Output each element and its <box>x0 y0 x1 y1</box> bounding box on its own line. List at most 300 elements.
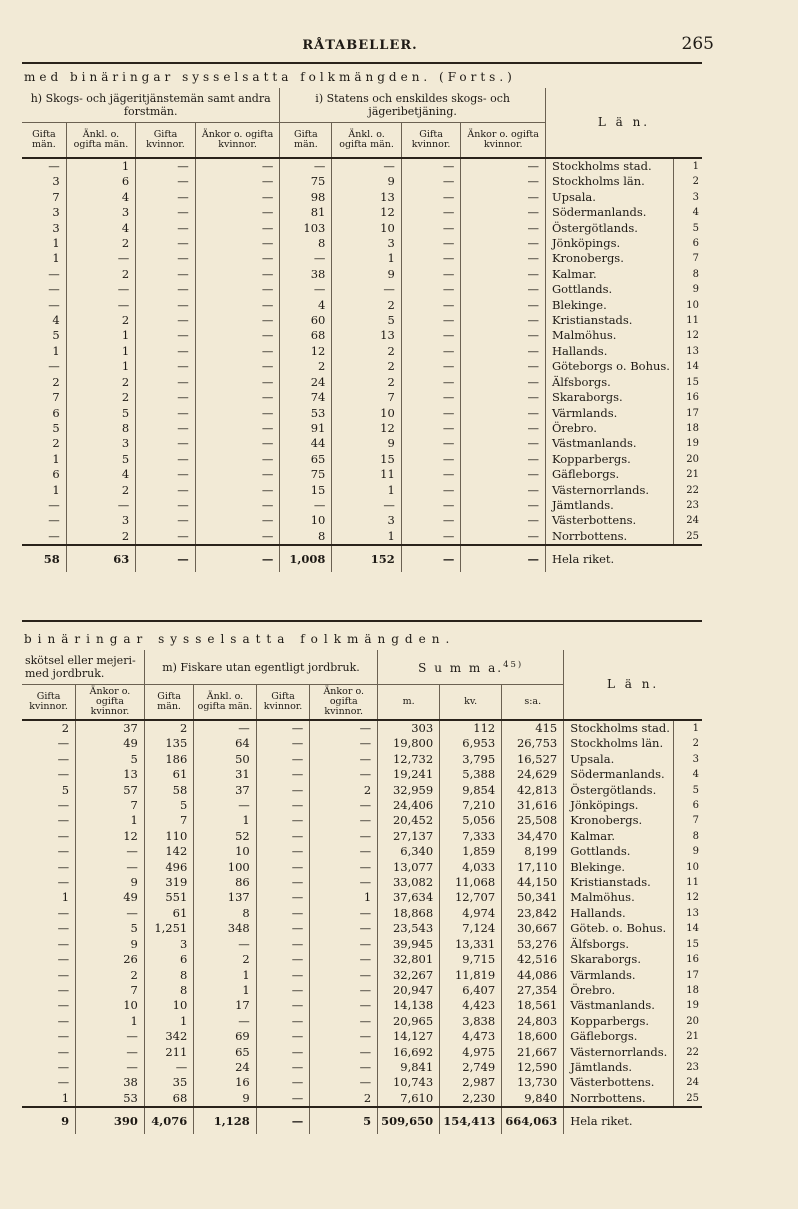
table-cell: 1 <box>61 1090 70 1105</box>
row-number: 1 <box>674 158 703 174</box>
column-header: s:a. <box>502 685 564 721</box>
table-cell: — <box>195 359 280 374</box>
county-name: Blekinge. <box>545 298 673 313</box>
table-row <box>22 267 702 282</box>
table-cell: — <box>256 1029 310 1044</box>
table-cell: 8 <box>66 421 135 436</box>
table-cell: — <box>195 190 280 205</box>
table-cell: — <box>401 298 461 313</box>
table-cell: — <box>310 998 378 1013</box>
table-cell: 44,086 <box>502 968 564 983</box>
table-cell: 19,241 <box>378 767 440 782</box>
table-cell: 4,473 <box>440 1029 502 1044</box>
county-name: Stockholms stad. <box>564 720 674 736</box>
column-header: Gifta kvinnor. <box>136 123 196 159</box>
table-cell: 6 <box>52 467 60 482</box>
table-cell: 50 <box>194 752 256 767</box>
group-i-header: i) Statens och enskildes skogs- och jägeribetjäning. <box>280 88 546 123</box>
table-cell: 7 <box>144 813 193 828</box>
table-cell: — <box>256 952 310 967</box>
table-cell: 25,508 <box>502 813 564 828</box>
table-cell: — <box>461 483 546 498</box>
table-cell: 17 <box>194 998 256 1013</box>
table-cell: — <box>195 298 280 313</box>
table-cell: 3 <box>144 937 193 952</box>
table-cell: — <box>310 937 378 952</box>
table-cell: 142 <box>144 844 193 859</box>
table-cell: 24 <box>194 1060 256 1075</box>
row-number: 13 <box>674 344 703 359</box>
table-cell: 37 <box>76 720 145 736</box>
county-name: Värmlands. <box>545 406 673 421</box>
table-cell: 16 <box>194 1075 256 1090</box>
table-cell: 137 <box>194 890 256 905</box>
table-row <box>22 483 702 498</box>
table-cell: 4,974 <box>440 906 502 921</box>
county-name: Kristianstads. <box>564 875 674 890</box>
table-cell: 8 <box>280 529 332 545</box>
table-cell: 7 <box>332 390 401 405</box>
table-cell: — <box>136 529 196 545</box>
table-cell: — <box>461 359 546 374</box>
table-cell: 18,600 <box>502 1029 564 1044</box>
table-row <box>22 406 702 421</box>
row-number: 20 <box>674 452 703 467</box>
table-cell: 2 <box>194 952 256 967</box>
table-cell: — <box>401 436 461 451</box>
row-number: 6 <box>674 798 703 813</box>
table-cell: — <box>401 513 461 528</box>
lan-header: L ä n. <box>545 88 702 158</box>
table-cell: 100 <box>194 860 256 875</box>
table-cell: 103 <box>280 221 332 236</box>
table-cell: 26,753 <box>502 736 564 751</box>
table-cell: — <box>401 359 461 374</box>
row-number: 23 <box>674 498 703 513</box>
table-cell: 1 <box>332 529 401 545</box>
total-label: Hela riket. <box>545 545 702 572</box>
table-cell: 91 <box>280 421 332 436</box>
table-cell: — <box>48 159 60 173</box>
table-cell: — <box>195 205 280 220</box>
table-cell: 551 <box>144 890 193 905</box>
county-name: Södermanlands. <box>545 205 673 220</box>
table-cell: 9,841 <box>378 1060 440 1075</box>
table-cell: 19,800 <box>378 736 440 751</box>
table-cell: — <box>280 498 332 513</box>
row-number: 17 <box>674 406 703 421</box>
table-cell: — <box>256 890 310 905</box>
table-cell: — <box>57 921 70 936</box>
table-cell: 53 <box>76 1091 145 1107</box>
table-cell: — <box>194 937 256 952</box>
table-cell: 33,082 <box>378 875 440 890</box>
table-cell: — <box>310 1060 378 1075</box>
table-row <box>22 952 702 967</box>
column-header: Änkor o. ogifta kvinnor. <box>461 123 546 159</box>
table-cell: 2 <box>66 390 135 405</box>
column-header: Gifta män. <box>280 123 332 159</box>
table-cell: — <box>310 736 378 751</box>
table-cell: — <box>57 1059 70 1074</box>
table-cell: — <box>461 421 546 436</box>
table-cell: 9,840 <box>502 1091 564 1107</box>
table-cell: 24,803 <box>502 1014 564 1029</box>
table-cell: 1 <box>144 1014 193 1029</box>
table-row <box>22 983 702 998</box>
table-cell: — <box>76 860 145 875</box>
table-cell: 1,859 <box>440 844 502 859</box>
row-number: 8 <box>674 267 703 282</box>
table-cell: — <box>461 328 546 343</box>
table-cell: 3 <box>332 236 401 251</box>
table-row <box>22 937 702 952</box>
table-cell: — <box>195 221 280 236</box>
table-cell: 1,251 <box>144 921 193 936</box>
table-cell: — <box>195 174 280 189</box>
column-header: Änkor o. ogifta kvinnor. <box>195 123 280 159</box>
table-cell: — <box>136 158 196 174</box>
table-cell: 11 <box>332 467 401 482</box>
table-cell: 14,138 <box>378 998 440 1013</box>
row-number: 12 <box>674 328 703 343</box>
table-cell: — <box>57 813 70 828</box>
table-cell: — <box>136 282 196 297</box>
table-cell: — <box>76 1060 145 1075</box>
row-number: 3 <box>674 190 703 205</box>
table-cell: 18,868 <box>378 906 440 921</box>
table-cell: — <box>310 906 378 921</box>
bottom-banner: binäringar sysselsatta folkmängden. <box>24 632 456 646</box>
table-cell: 2 <box>310 1091 378 1107</box>
table-cell: — <box>401 375 461 390</box>
row-number: 18 <box>674 421 703 436</box>
header-rule <box>22 62 702 64</box>
row-number: 19 <box>674 436 703 451</box>
table-row <box>22 1091 702 1107</box>
table-cell: — <box>136 513 196 528</box>
table-cell: 7,333 <box>440 829 502 844</box>
table-cell: — <box>66 498 135 513</box>
total-cell: 509,650 <box>378 1107 440 1134</box>
group-h-header: h) Skogs- och jägeritjänstemän samt andra forstmän. <box>22 88 280 123</box>
table-cell: 4 <box>66 467 135 482</box>
table-row <box>22 328 702 343</box>
table-cell: — <box>48 297 60 312</box>
row-number: 25 <box>674 529 703 545</box>
table-cell: — <box>66 282 135 297</box>
table-cell: 74 <box>280 390 332 405</box>
table-cell: 7 <box>76 798 145 813</box>
table-cell: — <box>195 467 280 482</box>
total-cell: — <box>401 545 461 572</box>
table-cell: — <box>136 298 196 313</box>
table-cell: — <box>195 328 280 343</box>
table-cell: — <box>401 421 461 436</box>
table-cell: — <box>136 328 196 343</box>
table-cell: 9,715 <box>440 952 502 967</box>
table-cell: 24,629 <box>502 767 564 782</box>
table-cell: 1 <box>332 251 401 266</box>
table-cell: — <box>57 1075 70 1090</box>
table-cell: — <box>195 251 280 266</box>
table-cell: 12,590 <box>502 1060 564 1075</box>
table-cell: 50,341 <box>502 890 564 905</box>
row-number: 7 <box>674 251 703 266</box>
county-name: Västerbottens. <box>564 1075 674 1090</box>
table-cell: — <box>57 1013 70 1028</box>
total-cell: 664,063 <box>502 1107 564 1134</box>
table-cell: 20,947 <box>378 983 440 998</box>
table-row <box>22 282 702 297</box>
county-name: Västmanlands. <box>564 998 674 1013</box>
county-name: Örebro. <box>545 421 673 436</box>
table-cell: — <box>57 844 70 859</box>
row-number: 2 <box>674 174 703 189</box>
column-header: Gifta kvinnor. <box>401 123 461 159</box>
row-number: 14 <box>674 921 703 936</box>
table-cell: 4 <box>66 221 135 236</box>
column-header: Änkl. o. ogifta män. <box>332 123 401 159</box>
row-number: 5 <box>674 221 703 236</box>
table-cell: — <box>57 751 70 766</box>
table-cell: — <box>76 1029 145 1044</box>
table-cell: — <box>401 236 461 251</box>
table-cell: — <box>461 375 546 390</box>
table-cell: — <box>332 498 401 513</box>
table-cell: — <box>195 344 280 359</box>
table-cell: — <box>76 906 145 921</box>
table-cell: — <box>461 298 546 313</box>
table-cell: 37 <box>194 783 256 798</box>
table-row <box>22 298 702 313</box>
table-cell: 75 <box>280 174 332 189</box>
row-number: 17 <box>674 968 703 983</box>
table-cell: 1 <box>52 451 60 466</box>
table-cell: — <box>256 937 310 952</box>
table-cell: 10 <box>76 998 145 1013</box>
table-cell: — <box>48 513 60 528</box>
county-name: Hallands. <box>545 344 673 359</box>
table-cell: — <box>461 452 546 467</box>
table-cell: 8 <box>144 968 193 983</box>
table-cell: 1 <box>66 328 135 343</box>
table-cell: — <box>136 251 196 266</box>
total-cell: — <box>256 1107 310 1134</box>
table-cell: — <box>136 190 196 205</box>
total-cell: 63 <box>66 545 135 572</box>
table-cell: 2 <box>310 783 378 798</box>
row-number: 12 <box>674 890 703 905</box>
table-cell: 211 <box>144 1045 193 1060</box>
table-cell: 1 <box>52 343 60 358</box>
table-cell: 64 <box>194 736 256 751</box>
table-cell: 5 <box>76 921 145 936</box>
table-cell: 7 <box>52 390 60 405</box>
row-number: 22 <box>674 1045 703 1060</box>
county-name: Norrbottens. <box>564 1091 674 1107</box>
table-cell: 8 <box>280 236 332 251</box>
table-cell: — <box>310 921 378 936</box>
page-number: 265 <box>681 34 714 54</box>
table-cell: — <box>280 251 332 266</box>
table-cell: — <box>195 267 280 282</box>
table-cell: — <box>195 375 280 390</box>
top-table <box>22 88 702 572</box>
table-cell: 4 <box>66 190 135 205</box>
table-cell: 38 <box>76 1075 145 1090</box>
table-cell: 39,945 <box>378 937 440 952</box>
table-cell: 6,953 <box>440 736 502 751</box>
lan-header-bottom: L ä n. <box>564 650 702 720</box>
table-cell: 31,616 <box>502 798 564 813</box>
table-cell: 2 <box>66 529 135 545</box>
column-header: kv. <box>440 685 502 721</box>
table-cell: 1 <box>66 344 135 359</box>
table-row <box>22 890 702 905</box>
table-cell: — <box>256 906 310 921</box>
row-number: 10 <box>674 860 703 875</box>
table-cell: 10 <box>332 406 401 421</box>
table-cell: 13,331 <box>440 937 502 952</box>
table-cell: — <box>401 282 461 297</box>
table-cell: 13,077 <box>378 860 440 875</box>
table-cell: 44,150 <box>502 875 564 890</box>
table-cell: — <box>256 767 310 782</box>
running-title: RÅTABELLER. <box>302 38 418 53</box>
column-header: Gifta män. <box>144 685 193 721</box>
table-row <box>22 174 702 189</box>
table-cell: — <box>136 498 196 513</box>
table-cell: 32,959 <box>378 783 440 798</box>
table-cell: — <box>310 968 378 983</box>
table-cell: — <box>136 267 196 282</box>
table-cell: — <box>256 720 310 736</box>
summa-header <box>378 650 564 685</box>
table-row <box>22 359 702 374</box>
table-cell: — <box>256 1075 310 1090</box>
table-cell: 11,068 <box>440 875 502 890</box>
row-number: 11 <box>674 313 703 328</box>
table-cell: 2 <box>144 720 193 736</box>
county-name: Värmlands. <box>564 968 674 983</box>
county-name: Kopparbergs. <box>564 1014 674 1029</box>
table-cell: — <box>48 497 60 512</box>
table-row <box>22 190 702 205</box>
table-cell: — <box>195 436 280 451</box>
table-cell: 415 <box>502 720 564 736</box>
table-row <box>22 906 702 921</box>
total-cell: — <box>136 545 196 572</box>
table-cell: 32,801 <box>378 952 440 967</box>
table-cell: — <box>195 498 280 513</box>
total-cell: 5 <box>310 1107 378 1134</box>
row-number: 22 <box>674 483 703 498</box>
table-cell: 53,276 <box>502 937 564 952</box>
table-cell: — <box>136 236 196 251</box>
table-cell: — <box>461 221 546 236</box>
table-cell: 5,388 <box>440 767 502 782</box>
table-cell: — <box>76 1045 145 1060</box>
table-cell: 5 <box>52 328 60 343</box>
total-cell: 1,008 <box>280 545 332 572</box>
table-cell: 1 <box>332 483 401 498</box>
total-cell: 4,076 <box>144 1107 193 1134</box>
row-number: 18 <box>674 983 703 998</box>
table-cell: — <box>401 467 461 482</box>
table-cell: — <box>256 752 310 767</box>
column-header: Änkl. o. ogifta män. <box>66 123 135 159</box>
table-cell: 2 <box>61 721 70 735</box>
table-cell: 10 <box>144 998 193 1013</box>
table-cell: 68 <box>280 328 332 343</box>
table-cell: — <box>136 344 196 359</box>
county-name: Östergötlands. <box>545 221 673 236</box>
table-cell: 20,452 <box>378 813 440 828</box>
table-cell: 3 <box>52 205 60 220</box>
table-cell: 12,732 <box>378 752 440 767</box>
table-cell: 1 <box>61 890 70 905</box>
table-cell: — <box>48 528 60 543</box>
county-name: Jönköpings. <box>564 798 674 813</box>
column-header: Gifta män. <box>22 123 66 159</box>
table-cell: 24,406 <box>378 798 440 813</box>
top-banner: med binäringar sysselsatta folkmängden. (Forts.) <box>24 70 516 84</box>
table-cell: — <box>57 967 70 982</box>
row-number: 2 <box>674 736 703 751</box>
table-cell: — <box>136 436 196 451</box>
table-cell: 6 <box>66 174 135 189</box>
table-cell: 6,340 <box>378 844 440 859</box>
table-cell: — <box>256 998 310 1013</box>
row-number: 16 <box>674 390 703 405</box>
table-cell: 15 <box>280 483 332 498</box>
bottom-table <box>22 650 702 1134</box>
table-cell: — <box>136 221 196 236</box>
county-name: Kronobergs. <box>564 813 674 828</box>
table-cell: 37,634 <box>378 890 440 905</box>
table-cell: — <box>57 1029 70 1044</box>
total-row <box>22 1107 702 1134</box>
table-cell: 5 <box>332 313 401 328</box>
table-cell: — <box>195 158 280 174</box>
table-cell: 1 <box>52 482 60 497</box>
table-cell: 8 <box>144 983 193 998</box>
table-cell: — <box>401 498 461 513</box>
row-number: 13 <box>674 906 703 921</box>
table-cell: 42,813 <box>502 783 564 798</box>
table-cell: 1 <box>66 359 135 374</box>
table-cell: 496 <box>144 860 193 875</box>
total-cell: — <box>461 545 546 572</box>
table-row <box>22 375 702 390</box>
table-cell: — <box>256 783 310 798</box>
table-cell: — <box>57 859 70 874</box>
county-name: Gäfleborgs. <box>545 467 673 482</box>
county-name: Örebro. <box>564 983 674 998</box>
table-cell: 23,842 <box>502 906 564 921</box>
table-cell: — <box>256 983 310 998</box>
row-number: 7 <box>674 813 703 828</box>
table-cell: — <box>195 406 280 421</box>
column-header: Änkl. o. ogifta män. <box>194 685 256 721</box>
table-cell: 2 <box>52 436 60 451</box>
table-cell: 9 <box>332 436 401 451</box>
table-cell: 13 <box>76 767 145 782</box>
table-cell: — <box>461 236 546 251</box>
table-cell: 2 <box>66 483 135 498</box>
table-cell: — <box>310 952 378 967</box>
